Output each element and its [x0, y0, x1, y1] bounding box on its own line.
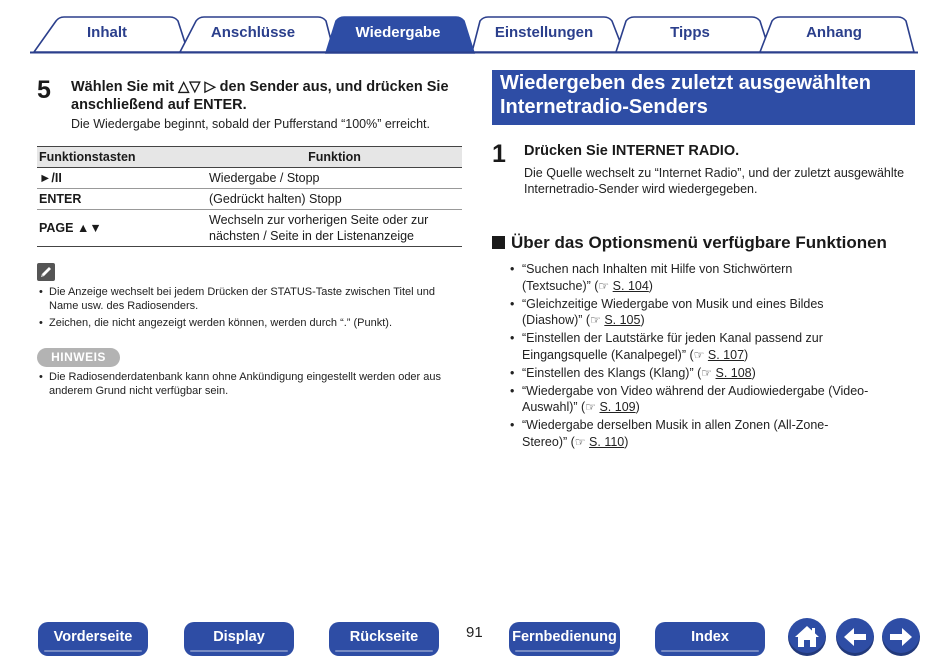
option-text-end: )	[744, 347, 749, 362]
option-text-end: )	[635, 400, 640, 414]
step-5-title-line-2: anschließend auf ENTER.	[71, 97, 247, 113]
step-1-description-line-1: Die Quelle wechselt zu “Internet Radio”, und der zuletzt ausgewählte	[524, 166, 905, 180]
note-2-line-1: • Zeichen, die nicht angezeigt werden können, werden durch “.” (Punkt).	[49, 317, 393, 329]
list-item	[510, 296, 920, 329]
note-1-line-1: • Die Anzeige wechselt bei jedem Drücken der STATUS-Taste zwischen Titel und	[49, 286, 435, 298]
table-row	[37, 168, 462, 189]
arrow-right-icon	[882, 618, 920, 656]
list-item	[510, 417, 920, 450]
forward-button[interactable]	[882, 618, 920, 656]
option-text: Stereo)” (	[522, 434, 575, 449]
table-cell-function-line-2: nächsten / Seite in der Listenanzeige	[209, 229, 414, 243]
option-line-1: • “Suchen nach Inhalten mit Hilfe von Stichwörtern	[522, 262, 793, 276]
option-text: (Diashow)” (	[522, 313, 591, 327]
pointing-hand-icon: ☞	[701, 365, 713, 380]
option-line-2	[522, 434, 920, 451]
tab-anhang[interactable]: Anhang	[806, 24, 862, 41]
options-heading	[492, 233, 887, 253]
option-text-end: )	[640, 313, 645, 327]
list-item	[37, 316, 435, 330]
table-cell-function: Wiedergabe / Stopp	[207, 168, 462, 189]
page-reference-link[interactable]: S. 110	[589, 434, 625, 449]
option-line-1: • “Einstellen der Lautstärke für jeden Kanal passend zur	[522, 331, 823, 345]
option-text: “Einstellen des Klangs (Klang)” (	[522, 365, 702, 380]
page-reference-link[interactable]: S. 108	[715, 365, 752, 380]
nav-index-button[interactable]: Index	[655, 622, 765, 656]
step-1-description	[524, 165, 904, 197]
table-cell-key: ENTER	[37, 189, 207, 210]
option-text: (Textsuche)” (	[522, 278, 599, 293]
section-title-banner	[492, 70, 915, 125]
nav-fernbedienung-button[interactable]: Fernbedienung	[509, 622, 620, 656]
options-heading-text: Über das Optionsmenü verfügbare Funktionen	[511, 233, 887, 252]
table-cell-key: ►/II	[37, 168, 207, 189]
option-line-2	[522, 399, 920, 416]
home-icon	[788, 618, 826, 656]
tab-bar	[0, 0, 950, 56]
step-5-title-line-1: Wählen Sie mit △▽ ▷ den Sender aus, und drücken Sie	[71, 79, 449, 95]
nav-vorderseite-button[interactable]: Vorderseite	[38, 622, 148, 656]
page-number: 91	[466, 624, 483, 641]
option-line-2	[522, 347, 920, 364]
list-item	[37, 370, 441, 398]
page-reference-link[interactable]: S. 107	[707, 347, 745, 362]
home-button[interactable]	[788, 618, 826, 656]
tab-wiedergabe[interactable]: Wiedergabe	[355, 24, 441, 41]
list-item	[510, 365, 920, 382]
option-line-2	[522, 312, 920, 329]
page-reference-link[interactable]: S. 104	[612, 278, 649, 293]
page-reference-link[interactable]: S. 105	[604, 313, 641, 327]
pointing-hand-icon: ☞	[574, 434, 586, 449]
section-title-line-2: Internetradio-Senders	[500, 96, 708, 118]
pointing-hand-icon: ☞	[590, 313, 601, 327]
option-line-1: • “Wiedergabe von Video während der Audiowiedergabe (Video-	[522, 383, 869, 398]
list-item	[37, 285, 435, 313]
nav-rueckseite-button[interactable]: Rückseite	[329, 622, 439, 656]
tab-einstellungen[interactable]: Einstellungen	[494, 24, 594, 41]
option-line-1: • “Gleichzeitige Wiedergabe von Musik und eines Bildes	[522, 296, 824, 311]
list-item	[510, 261, 920, 294]
option-line-2	[522, 278, 920, 295]
step-5-title	[71, 78, 449, 114]
tab-anschluesse[interactable]: Anschlüsse	[210, 24, 296, 41]
step-5-number: 5	[37, 76, 51, 104]
table-cell-function-line-1: Wechseln zur vorherigen Seite oder zur	[209, 213, 429, 227]
table-header-function: Funktion	[207, 147, 462, 168]
option-text: Eingangsquelle (Kanalpegel)” (	[522, 347, 694, 362]
pointing-hand-icon: ☞	[598, 278, 610, 293]
back-button[interactable]	[836, 618, 874, 656]
note-list	[37, 285, 435, 333]
table-cell-function: (Gedrückt halten) Stopp	[207, 189, 462, 210]
table-cell-function	[207, 210, 462, 247]
option-text-end: )	[751, 365, 756, 380]
step-5-description: Die Wiedergabe beginnt, sobald der Pufferstand “100%” erreicht.	[71, 117, 431, 131]
hinweis-list	[37, 370, 441, 401]
nav-display-button[interactable]: Display	[184, 622, 294, 656]
table-row	[37, 189, 462, 210]
hinweis-1-line-1: • Die Radiosenderdatenbank kann ohne Ankündigung eingestellt werden oder aus	[49, 371, 442, 383]
option-text-end: )	[648, 278, 653, 293]
arrow-left-icon	[836, 618, 874, 656]
hinweis-badge: HINWEIS	[37, 348, 120, 367]
pencil-note-icon	[37, 263, 55, 281]
section-title-line-1: Wiedergeben des zuletzt ausgewählten	[500, 72, 872, 94]
page-reference-link[interactable]: S. 109	[599, 400, 636, 414]
step-1-description-line-2: Internetradio-Sender wird wiedergegeben.	[524, 182, 758, 196]
list-item	[510, 383, 920, 416]
note-1-line-2: Name usw. des Radiosenders.	[49, 300, 199, 312]
pointing-hand-icon: ☞	[585, 400, 596, 414]
table-row	[37, 210, 462, 247]
option-line-1	[522, 365, 920, 382]
tab-tipps[interactable]: Tipps	[670, 24, 710, 41]
pointing-hand-icon: ☞	[693, 347, 705, 362]
square-bullet-icon	[492, 236, 505, 249]
option-text-end: )	[624, 434, 629, 449]
step-1-title: Drücken Sie INTERNET RADIO.	[524, 143, 740, 159]
table-header-row	[37, 147, 462, 168]
pencil-note-icon-shape	[37, 263, 55, 281]
table-header-keys: Funktionstasten	[37, 147, 207, 168]
options-list	[510, 261, 920, 452]
option-text: Auswahl)” (	[522, 400, 586, 414]
option-line-1: • “Wiedergabe derselben Musik in allen Zonen (All-Zone-	[522, 418, 829, 432]
step-1-number: 1	[492, 140, 506, 168]
hinweis-1-line-2: anderem Grund nicht verfügbar sein.	[49, 385, 229, 397]
list-item	[510, 330, 920, 363]
function-keys-table	[37, 146, 462, 247]
tab-inhalt[interactable]: Inhalt	[87, 24, 127, 41]
table-cell-key: PAGE ▲▼	[37, 210, 207, 247]
